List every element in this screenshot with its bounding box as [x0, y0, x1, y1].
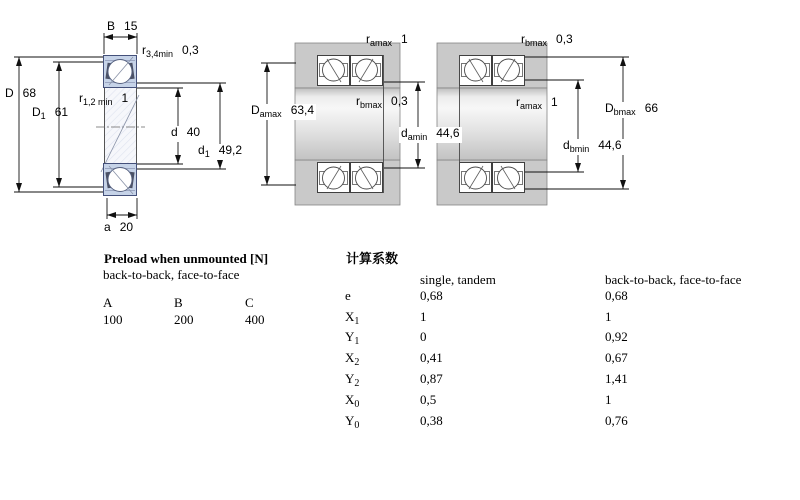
factors-table [345, 272, 741, 433]
factor-row-value1: 0,68 [420, 287, 443, 303]
dim-label-damin: $d_{amin}$ 44,6 [401, 126, 460, 142]
preload-col-a: A [103, 295, 113, 310]
diagram-mounted-b [437, 43, 629, 205]
preload-col-c: C [245, 295, 254, 310]
factor-row-label: $Y_0$ [345, 412, 360, 431]
dim-label-d1: $d_1$ 49,2 [198, 143, 243, 159]
dim-label-a: a 20 [104, 220, 134, 234]
factors-col2-header: back-to-back, face-to-face [605, 272, 742, 287]
factors-col1-header: single, tandem [420, 272, 496, 287]
factor-row-value1: 0,87 [420, 370, 443, 386]
preload-val-b: 200 [174, 312, 194, 327]
dim-label-D1: $D_1$ 61 [32, 105, 69, 121]
dim-label-dbmin: $d_{bmin}$ 44,6 [563, 138, 622, 154]
factor-row-value2: 0,68 [605, 287, 628, 303]
factor-row-label: $X_2$ [345, 350, 360, 369]
factor-row-value2: 1,41 [605, 370, 628, 386]
dim-label-B: B 15 [107, 19, 138, 33]
factor-row-value1: 0,41 [420, 350, 443, 366]
diagram-mounted-a [261, 43, 425, 205]
preload-val-c: 400 [245, 312, 265, 327]
factor-row-value1: 1 [420, 308, 427, 324]
preload-table [103, 295, 265, 327]
factor-row-value2: 1 [605, 391, 612, 407]
dim-label-Damax: $D_{amax}$ 63,4 [251, 103, 315, 119]
preload-col-b: B [174, 295, 183, 310]
factor-row-value1: 0,5 [420, 391, 437, 407]
dim-label-D: D 68 [5, 86, 37, 100]
dim-label-rbmax-b: $r_{bmax}$ 0,3 [521, 32, 573, 48]
factor-row-value2: 0,67 [605, 350, 628, 366]
preload-title: Preload when unmounted [N] [104, 251, 269, 266]
factor-row-label: e [345, 287, 351, 303]
factor-row-label: $X_1$ [345, 308, 360, 327]
factor-row-label: $Y_1$ [345, 329, 360, 348]
factor-row-label: $Y_2$ [345, 370, 360, 389]
dim-label-rbmax-a: $r_{bmax}$ 0,3 [356, 94, 408, 110]
dim-label-ramax-b: $r_{amax}$ 1 [516, 95, 558, 111]
factors-title: 计算系数 [346, 251, 399, 266]
factor-row-value1: 0,38 [420, 412, 443, 428]
preload-subtitle: back-to-back, face-to-face [103, 267, 240, 282]
factor-row-value1: 0 [420, 329, 427, 345]
dim-label-d: d 40 [169, 126, 202, 142]
dim-label-r34min: $r_{3,4min}$ 0,3 [142, 43, 199, 59]
factor-row-value2: 1 [605, 308, 612, 324]
factor-row-value2: 0,92 [605, 329, 628, 345]
factor-row-value2: 0,76 [605, 412, 628, 428]
preload-val-a: 100 [103, 312, 123, 327]
dim-label-ramax-a: $r_{amax}$ 1 [366, 32, 408, 48]
dim-label-r12min: $r_{1,2 min}$ 1 [79, 91, 129, 107]
dim-label-Dbmax: $D_{bmax}$ 66 [605, 101, 659, 117]
factor-row-label: $X_0$ [345, 391, 360, 410]
